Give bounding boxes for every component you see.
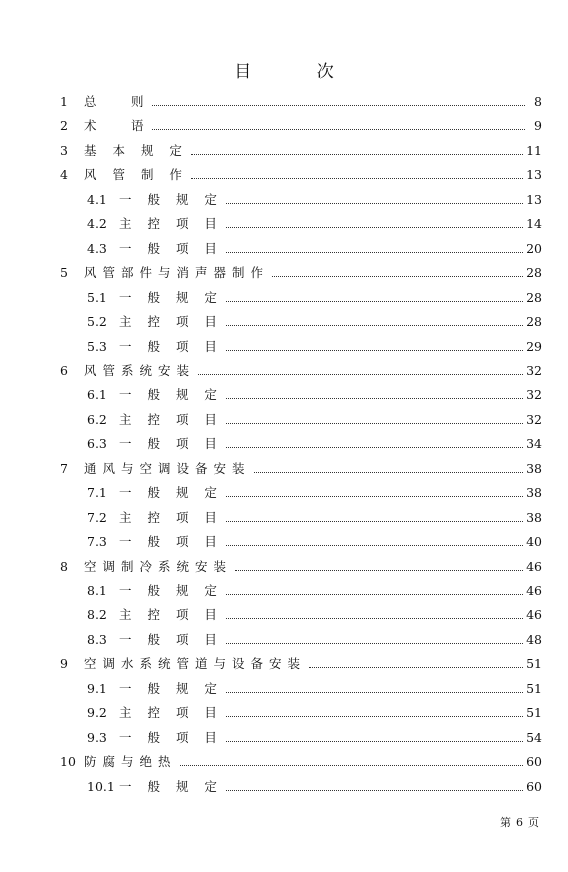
toc-chapter-entry[interactable]	[60, 262, 542, 280]
toc-entry-number: 9.3	[87, 729, 107, 745]
toc-section-entry[interactable]	[87, 702, 542, 720]
toc-entry-title: 一 般 规 定	[119, 778, 223, 794]
toc-entry-page: 40	[526, 534, 542, 550]
toc-entry-page: 51	[526, 680, 542, 696]
footer-prefix: 第	[500, 816, 512, 829]
toc-entry-title: 一 般 项 目	[119, 631, 223, 647]
toc-entry-number: 10.1	[87, 778, 115, 794]
toc-entry-title: 风管系统安装	[84, 362, 196, 378]
toc-dot-leader	[226, 617, 523, 619]
toc-section-entry[interactable]	[87, 531, 542, 549]
toc-dot-leader	[152, 128, 525, 130]
toc-entry-page: 28	[526, 314, 542, 330]
toc-section-entry[interactable]	[87, 482, 542, 500]
toc-entry-title: 术 语	[84, 118, 150, 134]
toc-dot-leader	[226, 349, 523, 351]
toc-entry-title: 一 般 规 定	[119, 680, 223, 696]
toc-entry-page: 46	[526, 607, 542, 623]
toc-entry-page: 8	[534, 94, 542, 109]
toc-dot-leader	[226, 446, 523, 448]
toc-section-entry[interactable]	[87, 189, 542, 207]
toc-dot-leader	[226, 715, 523, 717]
toc-section-entry[interactable]	[87, 507, 542, 525]
toc-entry-title: 主 控 项 目	[119, 216, 223, 232]
toc-dot-leader	[226, 226, 523, 228]
toc-entry-number: 6	[60, 362, 68, 378]
toc-section-entry[interactable]	[87, 311, 542, 329]
toc-chapter-entry[interactable]	[60, 91, 542, 109]
toc-entry-number: 8.1	[87, 583, 107, 598]
toc-entry-page: 38	[526, 485, 542, 501]
toc-entry-title: 空调水系统管道与设备安装	[84, 656, 307, 672]
toc-entry-number: 2	[60, 118, 68, 134]
toc-chapter-entry[interactable]	[60, 360, 542, 378]
toc-section-entry[interactable]	[87, 238, 542, 256]
toc-entry-page: 28	[526, 265, 542, 281]
toc-section-entry[interactable]	[87, 776, 542, 794]
toc-entry-title: 一 般 项 目	[119, 534, 223, 550]
toc-entry-page: 60	[526, 778, 542, 794]
toc-chapter-entry[interactable]	[60, 115, 542, 133]
toc-dot-leader	[226, 495, 523, 497]
toc-entry-number: 3	[60, 142, 68, 158]
toc-entry-number: 6.3	[87, 436, 107, 452]
toc-dot-leader	[226, 397, 523, 399]
toc-entry-number: 9	[60, 656, 68, 672]
toc-entry-number: 4.2	[87, 216, 107, 232]
toc-section-entry[interactable]	[87, 213, 542, 231]
toc-section-entry[interactable]	[87, 604, 542, 622]
toc-entry-title: 一 般 项 目	[119, 729, 223, 745]
toc-entry-number: 9.1	[87, 680, 107, 696]
toc-entry-title: 一 般 规 定	[119, 387, 223, 403]
toc-entry-number: 7.1	[87, 485, 107, 501]
toc-entry-page: 60	[526, 754, 542, 770]
toc-entry-number: 5.3	[87, 338, 107, 354]
toc-entry-title: 一 般 项 目	[119, 240, 223, 256]
toc-section-entry[interactable]	[87, 629, 542, 647]
toc-entry-number: 8.3	[87, 631, 107, 647]
page-footer	[498, 814, 542, 830]
toc-dot-leader	[226, 544, 523, 546]
toc-entry-number: 5.1	[87, 289, 107, 305]
toc-dot-leader	[235, 569, 523, 571]
toc-entry-page: 29	[526, 338, 542, 354]
toc-dot-leader	[226, 789, 523, 791]
toc-dot-leader	[226, 324, 523, 326]
toc-entry-number: 7.3	[87, 534, 107, 550]
toc-chapter-entry[interactable]	[60, 653, 542, 671]
toc-entry-title: 主 控 项 目	[119, 509, 223, 525]
toc-dot-leader	[152, 104, 525, 106]
toc-dot-leader	[226, 300, 523, 302]
toc-chapter-entry[interactable]	[60, 164, 542, 182]
toc-dot-leader	[226, 520, 523, 522]
toc-dot-leader	[180, 764, 524, 766]
toc-entry-number: 5.2	[87, 314, 107, 330]
toc-dot-leader	[309, 666, 523, 668]
toc-section-entry[interactable]	[87, 580, 542, 598]
toc-section-entry[interactable]	[87, 287, 542, 305]
toc-entry-title: 风管部件与消声器制作	[84, 265, 270, 281]
toc-chapter-entry[interactable]	[60, 140, 542, 158]
toc-entry-number: 8.2	[87, 607, 107, 623]
toc-entry-page: 34	[526, 436, 542, 452]
toc-entry-page: 9	[534, 118, 542, 134]
footer-suffix: 页	[528, 816, 540, 829]
toc-dot-leader	[198, 373, 523, 375]
toc-entry-title: 一 般 规 定	[119, 485, 223, 501]
toc-entry-number: 6.2	[87, 411, 107, 427]
toc-entry-number: 4.1	[87, 191, 107, 207]
toc-entry-number: 1	[60, 94, 68, 109]
toc-entry-title: 一 般 规 定	[119, 289, 223, 305]
toc-entry-number: 7.2	[87, 509, 107, 525]
toc-entry-page: 11	[526, 142, 542, 158]
toc-chapter-entry[interactable]	[60, 458, 542, 476]
toc-entry-page: 13	[526, 191, 542, 207]
toc-dot-leader	[226, 740, 523, 742]
toc-dot-leader	[226, 593, 523, 595]
toc-entry-page: 51	[526, 705, 542, 721]
toc-entry-title: 主 控 项 目	[119, 314, 223, 330]
toc-entry-title: 主 控 项 目	[119, 607, 223, 623]
footer-page-number: 6	[516, 816, 524, 829]
toc-dot-leader	[272, 275, 523, 277]
toc-entry-title: 一 般 项 目	[119, 338, 223, 354]
toc-entry-page: 32	[526, 411, 542, 427]
toc-entry-title: 基 本 规 定	[84, 142, 188, 158]
toc-entry-title: 一 般 规 定	[119, 191, 223, 207]
toc-dot-leader	[226, 202, 523, 204]
toc-entry-number: 10	[60, 754, 76, 770]
toc-dot-leader	[226, 691, 523, 693]
toc-entry-title: 主 控 项 目	[119, 411, 223, 427]
toc-entry-page: 28	[526, 289, 542, 305]
toc-dot-leader	[191, 153, 523, 155]
toc-entry-title: 主 控 项 目	[119, 705, 223, 721]
toc-entry-title: 一 般 规 定	[119, 583, 223, 598]
toc-entry-number: 9.2	[87, 705, 107, 721]
toc-entry-page: 14	[526, 216, 542, 232]
toc-dot-leader	[226, 251, 523, 253]
toc-entry-page: 48	[526, 631, 542, 647]
toc-section-entry[interactable]	[87, 384, 542, 402]
toc-dot-leader	[226, 422, 523, 424]
toc-entry-page: 20	[526, 240, 542, 256]
toc-section-entry[interactable]	[87, 433, 542, 451]
toc-entry-page: 46	[526, 558, 542, 574]
toc-entry-number: 8	[60, 558, 68, 574]
toc-entry-title: 风 管 制 作	[84, 167, 188, 183]
toc-dot-leader	[226, 642, 523, 644]
toc-dot-leader	[191, 177, 523, 179]
toc-entry-page: 51	[526, 656, 542, 672]
toc-chapter-entry[interactable]	[60, 556, 542, 574]
toc-entry-number: 5	[60, 265, 68, 281]
page-title: 目 次	[234, 62, 364, 82]
toc-section-entry[interactable]	[87, 678, 542, 696]
toc-entry-page: 54	[526, 729, 542, 745]
toc-entry-page: 13	[526, 167, 542, 183]
toc-entry-title: 总 则	[84, 94, 150, 109]
toc-entry-number: 7	[60, 460, 68, 476]
toc-entry-title: 防腐与绝热	[84, 754, 177, 770]
toc-entry-page: 32	[526, 362, 542, 378]
toc-entry-number: 4.3	[87, 240, 107, 256]
toc-entry-page: 46	[526, 583, 542, 598]
toc-entry-title: 通风与空调设备安装	[84, 460, 251, 476]
toc-chapter-entry[interactable]	[60, 751, 542, 769]
toc-entry-title: 空调制冷系统安装	[84, 558, 233, 574]
toc-section-entry[interactable]	[87, 336, 542, 354]
toc-section-entry[interactable]	[87, 409, 542, 427]
toc-entry-number: 4	[60, 167, 68, 183]
toc-entry-page: 32	[526, 387, 542, 403]
toc-entry-title: 一 般 项 目	[119, 436, 223, 452]
toc-entry-page: 38	[526, 460, 542, 476]
toc-entry-number: 6.1	[87, 387, 107, 403]
toc-entry-page: 38	[526, 509, 542, 525]
toc-dot-leader	[254, 471, 524, 473]
toc-section-entry[interactable]	[87, 727, 542, 745]
